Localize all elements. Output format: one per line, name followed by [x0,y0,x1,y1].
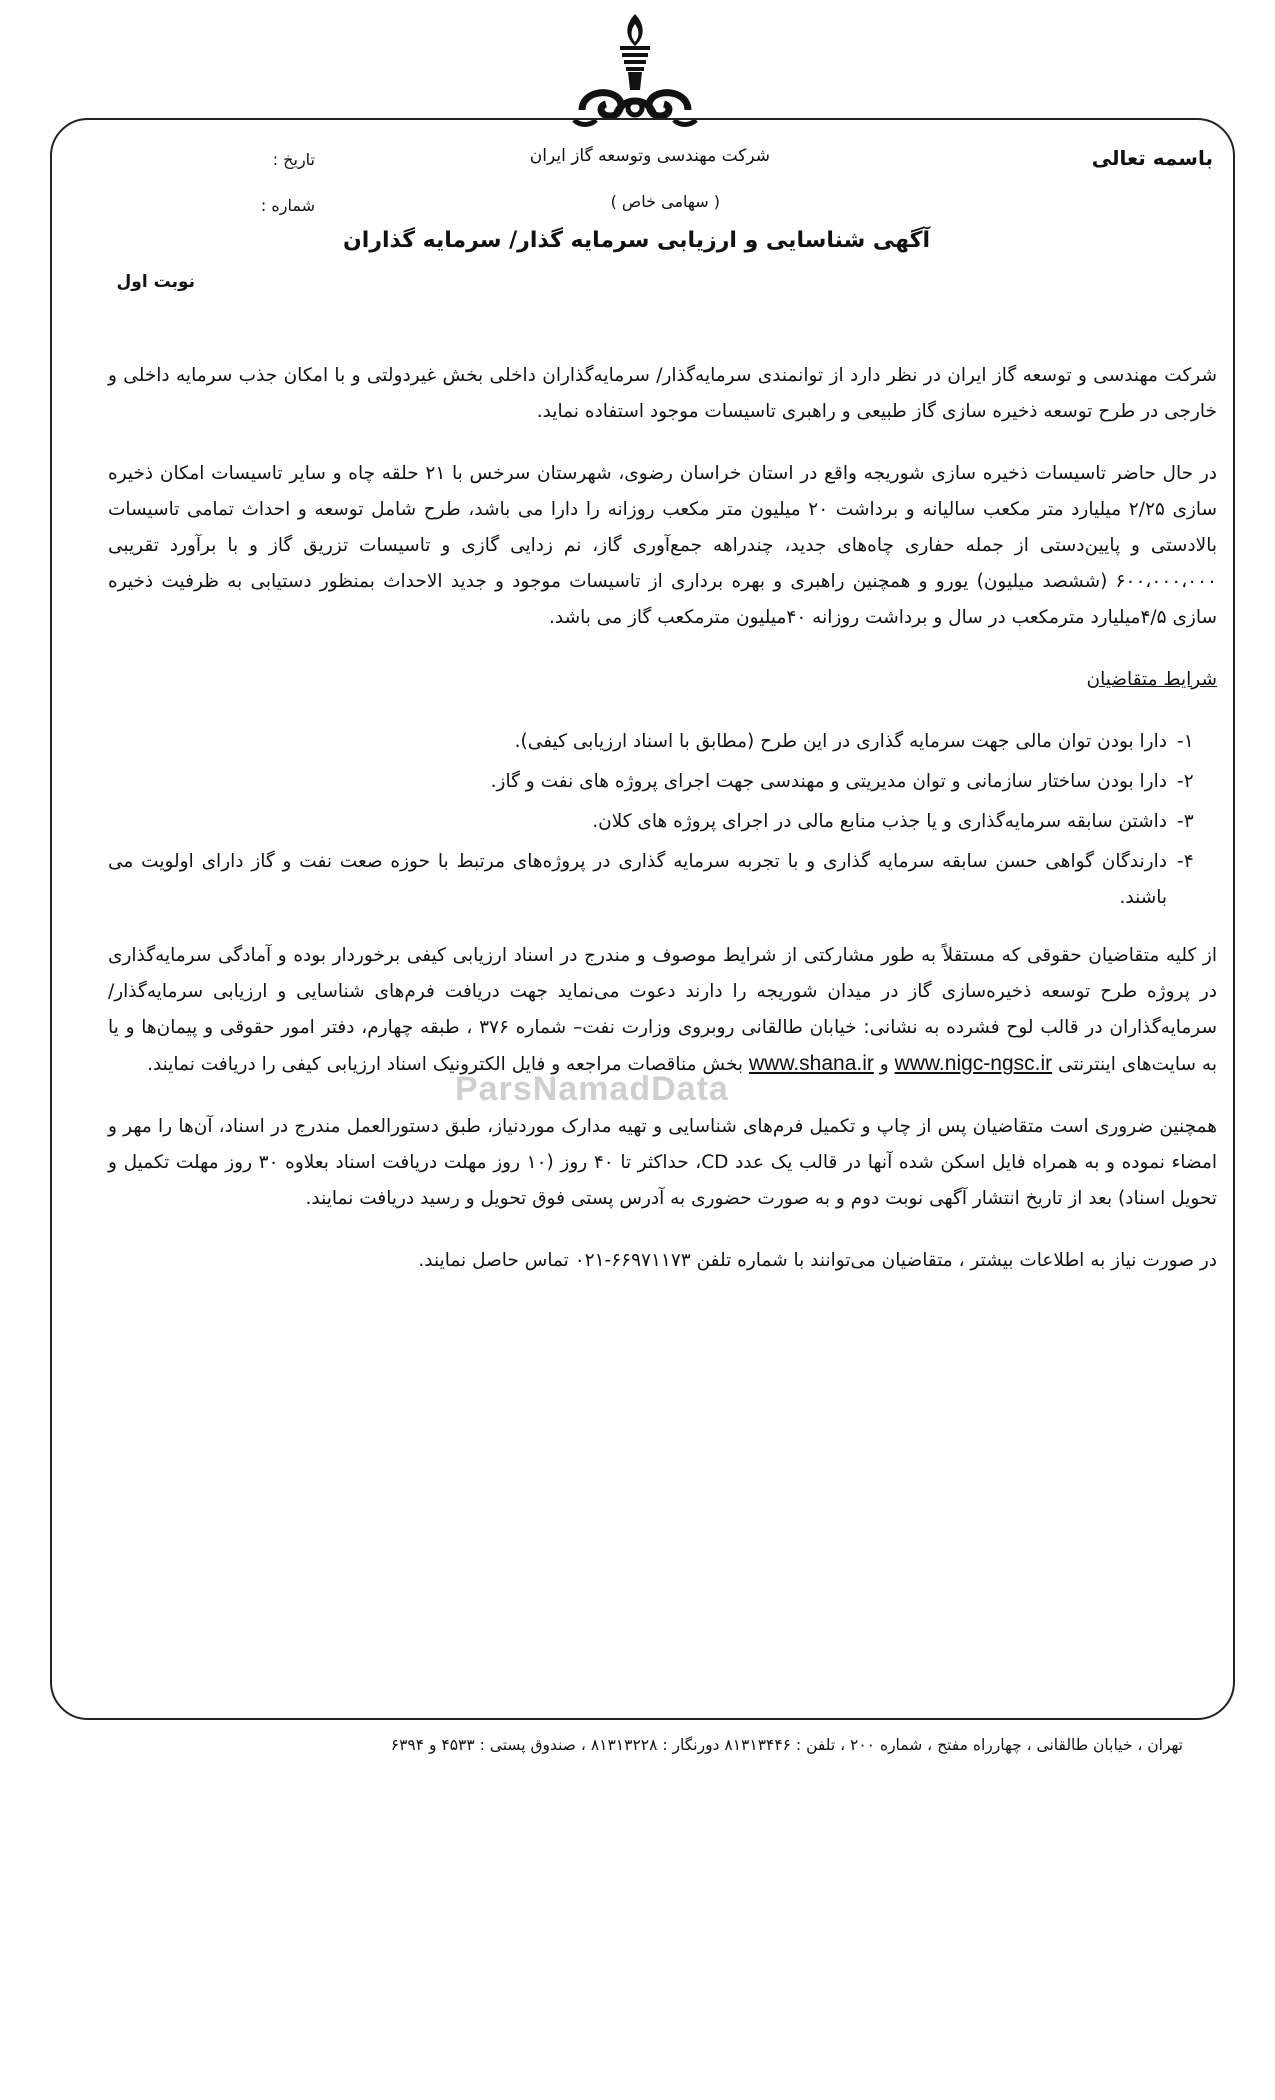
list-item [108,804,1217,840]
conjunction-text: و [879,1054,889,1075]
list-number: ۲- [1177,771,1194,792]
paragraph-requirements: همچنین ضروری است متقاضیان پس از چاپ و تکمیل فرم‌های شناسایی و تهیه مدارک موردنیاز، طبق دستورالعمل مندرج در اسناد، آن‌ها را مهر و امضاء نموده و به همراه فایل اسکن شده آنها در قالب یک عدد CD، حداکثر تا ۴۰ روز (۱۰ روز مهلت دریافت اسناد بعلاوه ۳۰ روز مهلت تکمیل و تحویل اسناد) بعد از تاریخ انتشار آگهی نوبت دوم و به صورت حضوری به آدرس پستی فوق تحویل و رسید دریافت نمایند. [108,1116,1218,1209]
company-logo [560,10,710,130]
list-text: دارندگان گواهی حسن سابقه سرمایه گذاری و با تجربه سرمایه گذاری در پروژه‌های مرتبط با حوزه صعت نفت و گاز دارای اولویت می باشند. [108,851,1167,908]
list-text: دارا بودن توان مالی جهت سرمایه گذاری در این طرح (مطابق با اسناد ارزیابی کیفی). [514,731,1167,752]
list-item [108,764,1217,800]
footer-address: تهران ، خیابان طالقانی ، چهارراه مفتح ، شماره ۲۰۰ ، تلفن : ۸۱۳۱۳۴۴۶ دورنگار : ۸۱۳۱۳۲۲۸ ، صندوق پستی : ۴۵۳۳ و ۶۳۹۴ [390,1736,1183,1754]
paragraph-contact: در صورت نیاز به اطلاعات بیشتر ، متقاضیان می‌توانند با شماره تلفن ۶۶۹۷۱۱۷۳-۰۲۱ تماس حاصل نمایند. [418,1250,1217,1271]
company-type: ( سهامی خاص ) [610,192,720,211]
list-number: ۴- [1177,851,1194,872]
watermark: ParsNamadData [455,1070,729,1108]
website-link-nigc[interactable]: www.nigc-ngsc.ir [894,1052,1053,1075]
document-title: آگهی شناسایی و ارزیابی سرمایه گذار/ سرمایه گذاران [343,228,930,253]
date-label: تاریخ : [272,150,315,169]
company-name: شرکت مهندسی وتوسعه گاز ایران [529,146,770,166]
invitation-text: از کلیه متقاضیان حقوقی که مستقلاً به طور مشارکتی از شرایط موصوف و مندرج در اسناد ارزیابی کیفی برخوردار بوده و آمادگی سرمایه‌گذاری در پروژه طرح توسعه ذخیره‌سازی گاز در میدان شوریجه را دارند دعوت می‌نماید جهت دریافت فرم‌های شناسایی و ارزیابی سرمایه‌گذار/ سرمایه‌گذاران در قالب لوح فشرده به نشانی: خیابان طالقانی روبروی وزارت نفت– شماره ۳۷۶ ، طبقه چهارم، دفتر امور حقوقی و پیمان‌ها و یا به سایت‌های اینترنتی [108,945,1217,1075]
round-label: نوبت اول [116,272,195,292]
website-link-shana[interactable]: www.shana.ir [748,1052,874,1075]
bismillah: باسمه تعالی [1091,146,1213,170]
paragraph-intro: شرکت مهندسی و توسعه گاز ایران در نظر دارد از توانمندی سرمایه‌گذار/ سرمایه‌گذاران داخلی بخش غیردولتی و با امکان جذب سرمایه داخلی و خارجی در طرح توسعه ذخیره سازی گاز طبیعی و راهبری تاسیسات موجود استفاده نماید. [108,365,1217,422]
paragraph-project: در حال حاضر تاسیسات ذخیره سازی شوریجه واقع در استان خراسان رضوی، شهرستان سرخس با ۲۱ حلقه چاه و سایر تاسیسات امکان ذخیره سازی ۲/۲۵ میلیارد متر مکعب سالیانه و برداشت ۲۰ میلیون متر مکعب روزانه را دارا می باشد، طرح شامل توسعه و احداث تمامی تاسیسات بالادستی و پایین‌دستی از جمله حفاری چاه‌های جدید، چندراهه جمع‌آوری گاز، نم زدایی گازی و تاسیسات تزریق گاز و با برآورد تقریبی ۶۰۰،۰۰۰،۰۰۰ (ششصد میلیون) یورو و همچنین راهبری و بهره برداری از تاسیسات موجود و جدید الاحداث بمنظور دستیابی به ظرفیت ذخیره سازی ۴/۵میلیارد مترمکعب در سال و برداشت روزانه ۴۰میلیون مترمکعب گاز می باشد. [108,463,1218,628]
letter-body [108,358,1217,1305]
number-label: شماره : [260,196,315,215]
list-text: داشتن سابقه سرمایه‌گذاری و یا جذب منابع مالی در اجرای پروژه های کلان. [592,811,1167,832]
conditions-list [108,724,1217,916]
list-text: دارا بودن ساختار سازمانی و توان مدیریتی و مهندسی جهت اجرای پروژه های نفت و گاز. [490,771,1167,792]
invitation-text-end: بخش مناقصات مراجعه و فایل الکترونیک اسناد ارزیابی کیفی را دریافت نمایند. [147,1054,744,1075]
conditions-heading: شرایط متقاضیان [1086,669,1217,690]
list-number: ۱- [1177,731,1194,752]
list-item [108,844,1217,916]
list-number: ۳- [1177,811,1194,832]
paragraph-invitation [108,938,1217,1083]
list-item [108,724,1217,760]
